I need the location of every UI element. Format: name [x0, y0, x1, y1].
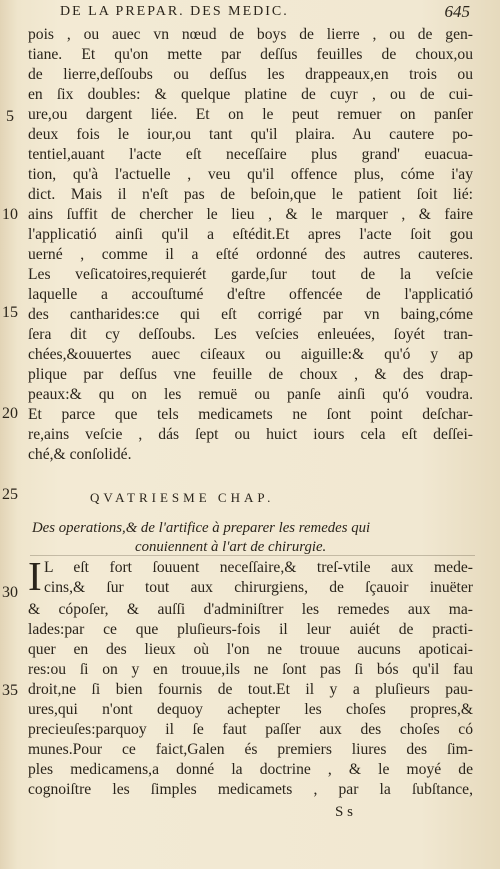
text-line: & cópoſer, & auſſi d'adminiſtrer les remedes aux ma- [28, 601, 473, 618]
page-number: 645 [444, 2, 470, 21]
text-line: res:ou ſi on y en trouue,ils ne ſont pas ſi bós qu'il fau [28, 661, 473, 678]
text-line: en ſix doubles: & quelque platine de cuyr , ou de cui- [28, 86, 473, 103]
text-line: peaux:& qu on les remuë ou panſe ainſi qu'ó voudra. [28, 386, 473, 403]
text-line: dict. Mais il n'eſt pas de beſoin,que le patient ſoit lié: [28, 186, 473, 203]
text-line: lades:par ce que pluſieurs-fois il leur auiét de practi- [28, 621, 473, 638]
text-line: tentiel,auant l'acte eſt neceſſaire plus grand' euacua- [28, 146, 473, 163]
text-line: deux fois le iour,ou tant qu'il plaira. Au cautere po- [28, 126, 473, 143]
text-line: quer en des lieux où l'on ne trouue aucuns apoticai- [28, 641, 473, 658]
margin-line-number: 5 [6, 108, 14, 125]
text-line: tion, qu'à l'actuelle , veu qu'il offence plus, cóme i'ay [28, 166, 473, 183]
text-line: ures,qui n'ont dequoy achepter les choſes propres,& [28, 701, 473, 718]
text-line: cins,& ſur tout aux chirurgiens, de ſçauoir inuëter [44, 579, 473, 596]
margin-line-number: 25 [2, 486, 18, 503]
text-line: ains ſuffit de chercher le lieu , & le marquer , & faire [28, 206, 473, 223]
text-line: pois , ou auec vn nœud de boys de lierre , ou de gen- [28, 26, 473, 43]
text-line: cognoiſtre les ſimples medicamets , par la ſubſtance, [28, 781, 473, 798]
text-line: chées,&ouuertes auec ciſeaux ou aiguille:& qu'ó y ap [28, 346, 473, 363]
text-line: ſera dit cy deſſoubs. Les veſcies enleuées, ſoyét tran- [28, 326, 473, 343]
text-line: ples medicamens,a donné la doctrine , & le moyé de [28, 761, 473, 778]
text-line: ché,& conſolidé. [28, 446, 132, 463]
text-line: tiane. Et qu'on mette par deſſus feuilles de choux,ou [28, 46, 473, 63]
margin-line-number: 35 [2, 682, 18, 699]
text-line: precieuſes:parquoy il ſe faut paſſer aux des choſes có [28, 721, 473, 738]
text-line: laquelle a accouſtumé d'eſtre offencée de l'applicatió [28, 286, 473, 303]
margin-line-number: 15 [2, 304, 18, 321]
running-title: DE LA PREPAR. DES MEDIC. [60, 4, 289, 19]
text-line: munes.Pour ce faict,Galen és premiers liures des ſim- [28, 741, 473, 758]
chapter-heading: QVATRIESME CHAP. [90, 490, 275, 505]
text-line: droit,ne ſi bien fournis de tout.Et il y a pluſieurs pau- [28, 681, 473, 698]
text-line: de lierre,deſſoubs ou deſſus les drappeaux,en trois ou [28, 66, 473, 83]
text-line: plique par deſſus vne feuille de choux , & des drap- [28, 366, 473, 383]
margin-line-number: 20 [2, 405, 18, 422]
text-line: re,ains veſcie , dás ſept ou huict iours cela eſt deſſei- [28, 426, 473, 443]
text-line: uerné , comme il a eſté ordonné des autres cauteres. [28, 246, 473, 263]
chapter-subtitle: Des operations,& de l'artifice à preparer les remedes qui [32, 520, 371, 536]
text-line: des cantharides:ce qui eſt corrigé par vn baing,cóme [28, 306, 473, 323]
divider [30, 555, 475, 556]
text-line: Et parce que tels medicamets ne ſont point deſchar- [28, 406, 473, 423]
text-line: Les veſicatoires,requierét garde,ſur tout de la veſcie [28, 266, 473, 283]
margin-line-number: 10 [2, 206, 18, 223]
drop-cap: I [28, 553, 42, 599]
margin-line-number: 30 [2, 584, 18, 601]
text-line: ure,ou dargent liée. Et on le peut remuer on panſer [28, 106, 473, 123]
text-line: l'applicatió ainſi qu'il a eſtédit.Et apres l'acte ſoit gou [28, 226, 473, 243]
signature-mark: S s [335, 804, 353, 820]
chapter-subtitle: conuiennent à l'art de chirurgie. [135, 539, 327, 555]
text-line: L eſt fort ſouuent neceſſaire,& treſ-vtile aux mede- [44, 559, 473, 576]
